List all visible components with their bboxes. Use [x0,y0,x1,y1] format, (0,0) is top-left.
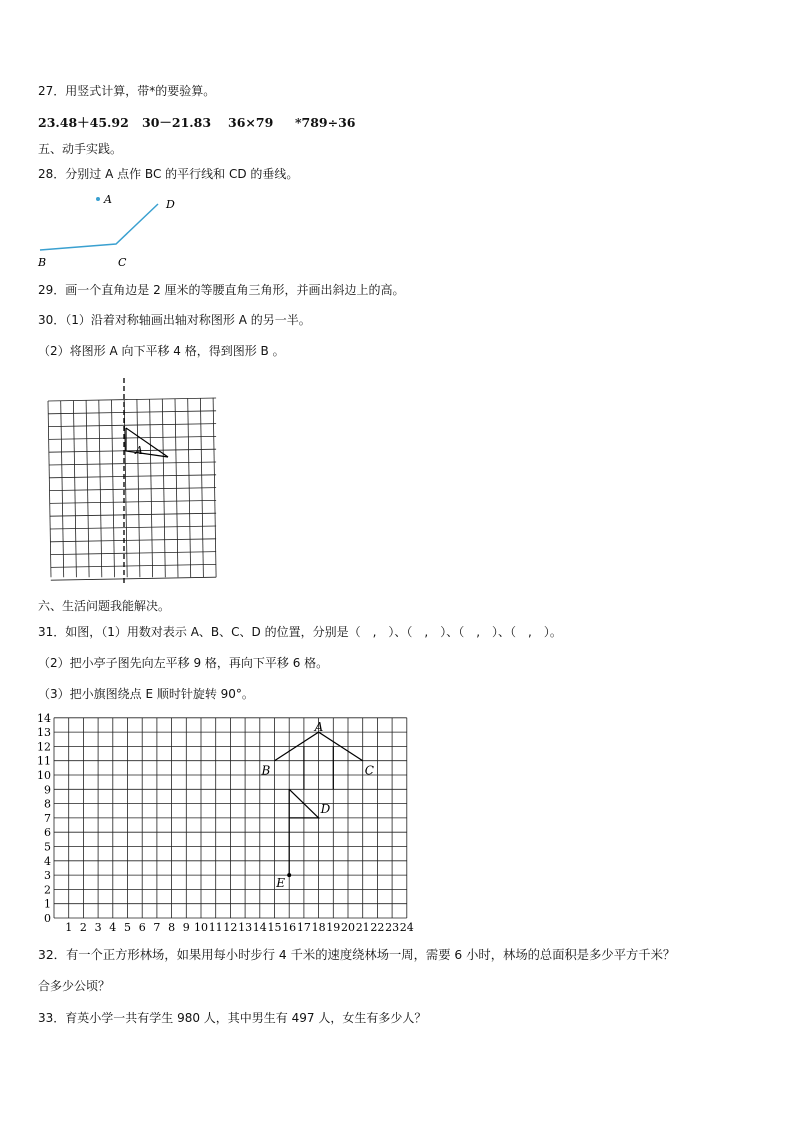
label-a: A [314,720,324,735]
x-tick-label: 22 [370,921,385,934]
grid-line-h [50,539,216,542]
q31-part1: 31．如图，（1）用数对表示 A、B、C、D 的位置，分别是（ , ）、（ , ）、（ , ）、（ , ）。 [38,625,562,639]
grid-line-h [50,526,216,529]
section-6-heading: 六、生活问题我能解决。 [38,599,171,613]
grid-line-v [112,400,115,577]
q32-line2: 合多少公顷？ [38,979,111,993]
grid-line-v [73,401,76,578]
x-tick-label: 18 [311,921,326,934]
label-e: E [276,876,285,891]
label-b: B [38,256,47,269]
grid-line-h [49,488,216,491]
q27-title: 27．用竖式计算，带*的要验算。 [38,84,216,98]
x-tick-label: 1 [65,921,73,934]
x-tick-label: 12 [223,921,238,934]
q29-title: 29．画一个直角边是 2 厘米的等腰直角三角形，并画出斜边上的高。 [38,283,405,297]
x-tick-label: 9 [182,921,190,934]
label-a: A [104,193,112,206]
q28-figure [30,192,190,272]
y-tick-label: 11 [37,754,51,768]
grid-line-v [86,400,89,577]
y-tick-label: 10 [37,769,51,782]
y-tick-label: 14 [37,711,51,725]
q33-title: 33．育英小学一共有学生 980 人，其中男生有 497 人，女生有多少人？ [38,1011,427,1025]
grid-line-v [137,399,140,577]
point-a [96,197,100,201]
q27-item-2: 30－21.83 [142,115,212,130]
label-c: C [118,256,127,269]
grid-line-h [48,398,216,401]
point-e [287,873,291,877]
x-tick-label: 8 [168,921,176,934]
y-tick-label: 9 [44,783,51,797]
y-tick-label: 8 [44,797,51,811]
q30-grid [40,378,220,584]
y-tick-label: 0 [44,912,51,925]
y-tick-label: 12 [37,740,51,754]
y-tick-label: 5 [44,840,51,854]
y-tick-label: 7 [44,811,51,825]
y-tick-label: 4 [44,854,51,868]
grid-line-h [51,564,217,567]
shape-a-label: A [135,444,143,457]
x-tick-label: 23 [385,921,400,934]
x-tick-label: 6 [138,921,146,934]
x-tick-label: 17 [296,921,311,934]
q27-item-1: 23.48＋45.92 [38,115,129,130]
y-tick-label: 1 [44,897,51,911]
grid-lines [54,718,407,918]
grid-line-h [50,552,216,555]
section-5-heading: 五、动手实践。 [38,142,123,156]
x-tick-label: 4 [109,921,117,934]
x-tick-label: 10 [194,921,208,934]
grid-line-v [48,401,51,577]
grid-line-v [150,399,153,577]
x-tick-label: 21 [355,921,370,934]
q30-part1: 30．（1）沿着对称轴画出轴对称图形 A 的另一半。 [38,313,311,327]
x-tick-label: 20 [341,921,355,934]
grid-line-v [162,399,165,577]
q31-part3: （3）把小旗图绕点 E 顺时针旋转 90°。 [38,687,254,701]
q31-part2: （2）把小亭子图先向左平移 9 格，再向下平移 6 格。 [38,656,329,670]
x-tick-label: 19 [326,921,341,934]
x-tick-label: 11 [208,921,223,934]
shape-a-hypotenuse [126,428,168,457]
x-tick-label: 7 [153,921,161,934]
q27-item-4: *789÷36 [295,115,356,130]
q27-items [38,115,438,131]
x-tick-label: 24 [399,921,414,934]
angle-bcd [40,204,158,250]
figures [261,720,374,890]
x-tick-label: 15 [267,921,282,934]
label-d: D [320,801,331,816]
x-tick-label: 2 [79,921,87,934]
label-b: B [261,763,271,778]
q32-line1: 32．有一个正方形林场，如果用每小时步行 4 千米的速度绕林场一周，需要 6 小时，林场的总面积是多少平方千米？ [38,948,676,962]
grid-line-h [50,500,217,503]
x-tick-label: 16 [282,921,297,934]
grid-line-v [99,400,102,577]
y-tick-label: 3 [44,869,51,883]
label-d: D [166,198,175,211]
x-axis-ticks [65,921,414,934]
grid-line-h [50,513,216,516]
grid-line-v [61,401,64,577]
x-tick-label: 5 [124,921,131,934]
x-tick-label: 13 [238,921,253,934]
y-tick-label: 6 [44,826,51,840]
grid-line-h [51,577,216,580]
q31-coordinate-grid [32,711,414,936]
y-tick-label: 2 [44,883,51,897]
y-tick-label: 13 [37,726,51,740]
grid-line-h [49,475,216,478]
q30-part2: （2）将图形 A 向下平移 4 格，得到图形 B 。 [38,344,285,358]
x-tick-label: 3 [94,921,102,934]
y-axis-ticks [37,712,51,925]
q27-item-3: 36×79 [228,115,274,130]
q28-title: 28．分别过 A 点作 BC 的平行线和 CD 的垂线。 [38,167,299,181]
label-c: C [364,763,374,778]
grid-line-v [175,399,178,578]
grid-lines [48,398,216,580]
x-tick-label: 14 [252,921,267,934]
